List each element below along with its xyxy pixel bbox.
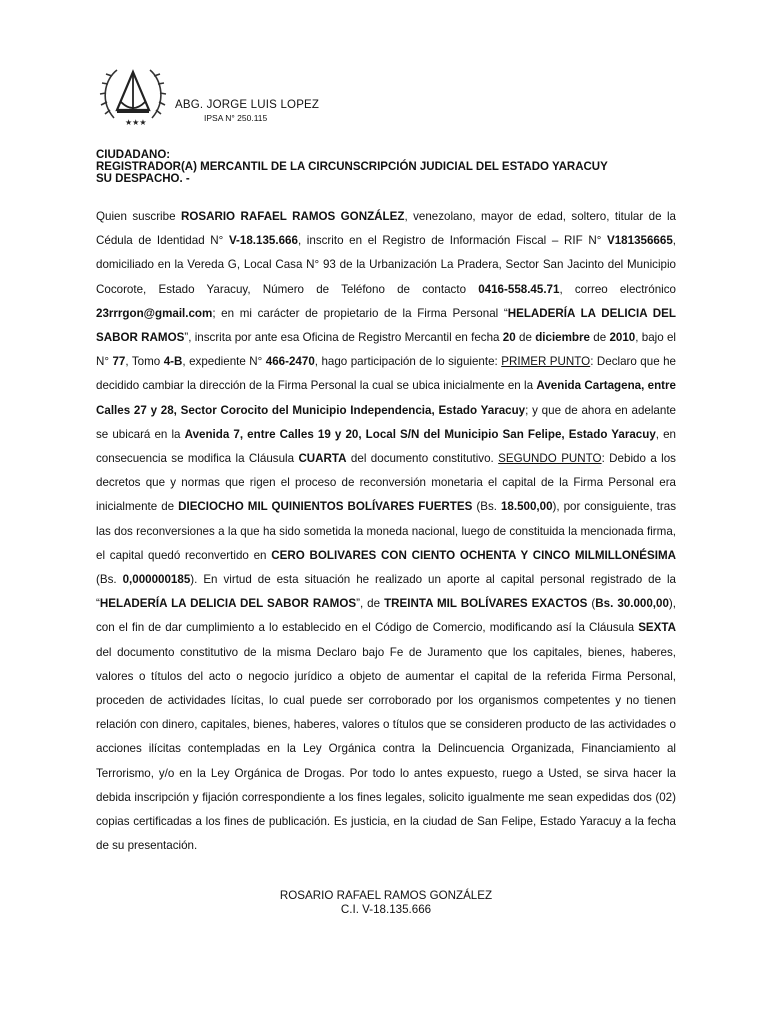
body-text: : Declaro que he decidido cambiar la dirección de la Firma Personal la cual se ubica inicialmente en la <box>96 355 677 393</box>
law-office-logo <box>92 62 332 132</box>
addressee-block <box>96 149 686 185</box>
body-bold-text: diciembre <box>535 331 590 345</box>
signatory-name: ROSARIO RAFAEL RAMOS GONZÁLEZ <box>279 889 493 902</box>
body-bold-text: Bs. 30.000,00 <box>595 597 669 611</box>
signature-block <box>96 889 676 917</box>
body-text: ). En virtud de esta situación he realizado un aporte al capital personal registrado de la “ <box>96 573 676 611</box>
body-bold-text: CERO BOLIVARES CON CIENTO OCHENTA Y CINCO MILMILLONÉSIMA <box>271 548 676 562</box>
body-bold-text: CUARTA <box>298 452 347 466</box>
body-text: , domiciliado en la Vereda G, Local Casa N° 93 de la Urbanización La Pradera, Sector San Jacinto del Municipio Cocorote, Estado Yaracuy, Número de Teléfono de contacto <box>96 234 676 296</box>
svg-text:★★★: ★★★ <box>125 118 147 127</box>
body-bold-text: 0,000000185 <box>122 573 191 587</box>
body-text: del documento constitutivo. <box>346 452 499 466</box>
body-text: , expediente N° <box>182 355 266 369</box>
addressee-salutation: CIUDADANO: <box>96 149 171 161</box>
body-bold-text: SEXTA <box>638 621 676 635</box>
signatory-id: C.I. V-18.135.666 <box>340 903 432 916</box>
body-text: , hago participación de lo siguiente: <box>314 355 502 369</box>
body-text: , inscrito en el Registro de Información Fiscal – RIF N° <box>297 234 607 248</box>
body-text: , en consecuencia se modifica la Cláusula <box>96 427 677 466</box>
body-bold-text: ROSARIO RAFAEL RAMOS GONZÁLEZ <box>180 210 405 223</box>
document-body-paragraph <box>96 205 676 858</box>
body-bold-text: 466-2470 <box>265 355 315 369</box>
body-text: del documento constitutivo de la misma Declaro bajo Fe de Juramento que los capitales, bienes, haberes, valores o títulos del acto o negocio jurídico a objeto de aumentar el capital de la referida Firma Personal, proceden de actividades lícitas, lo cual puede ser corroborado por los organismos competentes y no tienen relación con dinero, capitales, bienes, haberes, valores o títulos que se consideren producto de las actividades o acciones ilícitas contempladas en la Ley Orgánica contra la Delincuencia Organizada, Financiamiento al Terrorismo, y/o en la Ley Orgánica de Drogas. Por todo lo antes expuesto, ruego a Usted, se sirva hacer la debida inscripción y fijación correspondiente a los fines legales, solicito igualmente me sean expedidas dos (02) copias certificadas a los fines de publicación. Es justicia, en la ciudad de San Felipe, Estado Yaracuy a la fecha de su presentación. <box>96 645 676 853</box>
logo-lawyer-name: ABG. JORGE LUIS LOPEZ <box>175 99 320 111</box>
body-bold-text: 4-B <box>163 355 183 369</box>
body-text: , correo electrónico <box>559 282 676 296</box>
body-text: de <box>589 331 610 345</box>
body-bold-text: 20 <box>502 331 516 345</box>
body-bold-text: V-18.135.666 <box>228 234 298 248</box>
body-bold-text: 77 <box>112 355 126 369</box>
body-text: (Bs. <box>472 500 501 514</box>
scales-of-justice-emblem-icon <box>92 62 182 132</box>
body-bold-text: 18.500,00 <box>500 500 553 514</box>
body-text: , venezolano, mayor de edad, soltero, titular de la Cédula de Identidad N° <box>96 210 676 248</box>
body-text: ( <box>587 597 596 611</box>
body-bold-text: DIECIOCHO MIL QUINIENTOS BOLÍVARES FUERTES <box>178 500 473 514</box>
logo-ipsa-number: IPSA N° 250.115 <box>204 113 268 123</box>
body-text: ; en mi carácter de propietario de la Firma Personal “ <box>212 306 508 320</box>
body-bold-text: Avenida Cartagena, entre Calles 27 y 28, Sector Corocito del Municipio Independencia, Estado Yaracuy <box>96 379 676 417</box>
addressee-office: REGISTRADOR(A) MERCANTIL DE LA CIRCUNSCRIPCIÓN JUDICIAL DEL ESTADO YARACUY <box>96 161 608 173</box>
addressee-closing: SU DESPACHO. - <box>96 173 190 185</box>
body-text: ”, inscrita por ante esa Oficina de Registro Mercantil en fecha <box>184 331 503 345</box>
body-bold-text: 23rrrgon@gmail.com <box>96 306 213 320</box>
body-text: ), por consiguiente, tras las dos reconversiones a la que ha sido sometida la moneda nacional, luego de constituida la mencionada firma, el capital quedó reconvertido en <box>96 500 676 562</box>
body-text: , Tomo <box>125 355 164 369</box>
body-bold-text: 0416-558.45.71 <box>478 282 560 296</box>
body-bold-text: HELADERÍA LA DELICIA DEL SABOR RAMOS <box>99 597 357 611</box>
body-bold-text: 2010 <box>609 331 636 345</box>
body-text: (Bs. <box>96 573 123 587</box>
body-underlined-heading: PRIMER PUNTO <box>501 355 591 369</box>
body-bold-text: Avenida 7, entre Calles 19 y 20, Local S/N del Municipio San Felipe, Estado Yaracuy <box>184 427 656 441</box>
body-text: : Debido a los decretos que y normas que rigen el proceso de reconversión monetaria el capital de la Firma Personal era inicialmente de <box>96 452 676 514</box>
body-underlined-heading: SEGUNDO PUNTO <box>498 452 602 466</box>
body-text: , bajo el N° <box>96 331 676 369</box>
body-bold-text: TREINTA MIL BOLÍVARES EXACTOS <box>384 597 588 611</box>
body-text: ”, de <box>356 597 385 611</box>
body-text: Quien suscribe <box>96 210 181 223</box>
body-bold-text: HELADERÍA LA DELICIA DEL SABOR RAMOS <box>96 306 676 345</box>
body-text: ), con el fin de dar cumplimiento a lo establecido en el Código de Comercio, modificando así la Cláusula <box>96 597 676 635</box>
body-text: de <box>515 331 536 345</box>
body-text: ; y que de ahora en adelante se ubicará en la <box>96 403 676 441</box>
body-bold-text: V181356665 <box>607 234 673 248</box>
